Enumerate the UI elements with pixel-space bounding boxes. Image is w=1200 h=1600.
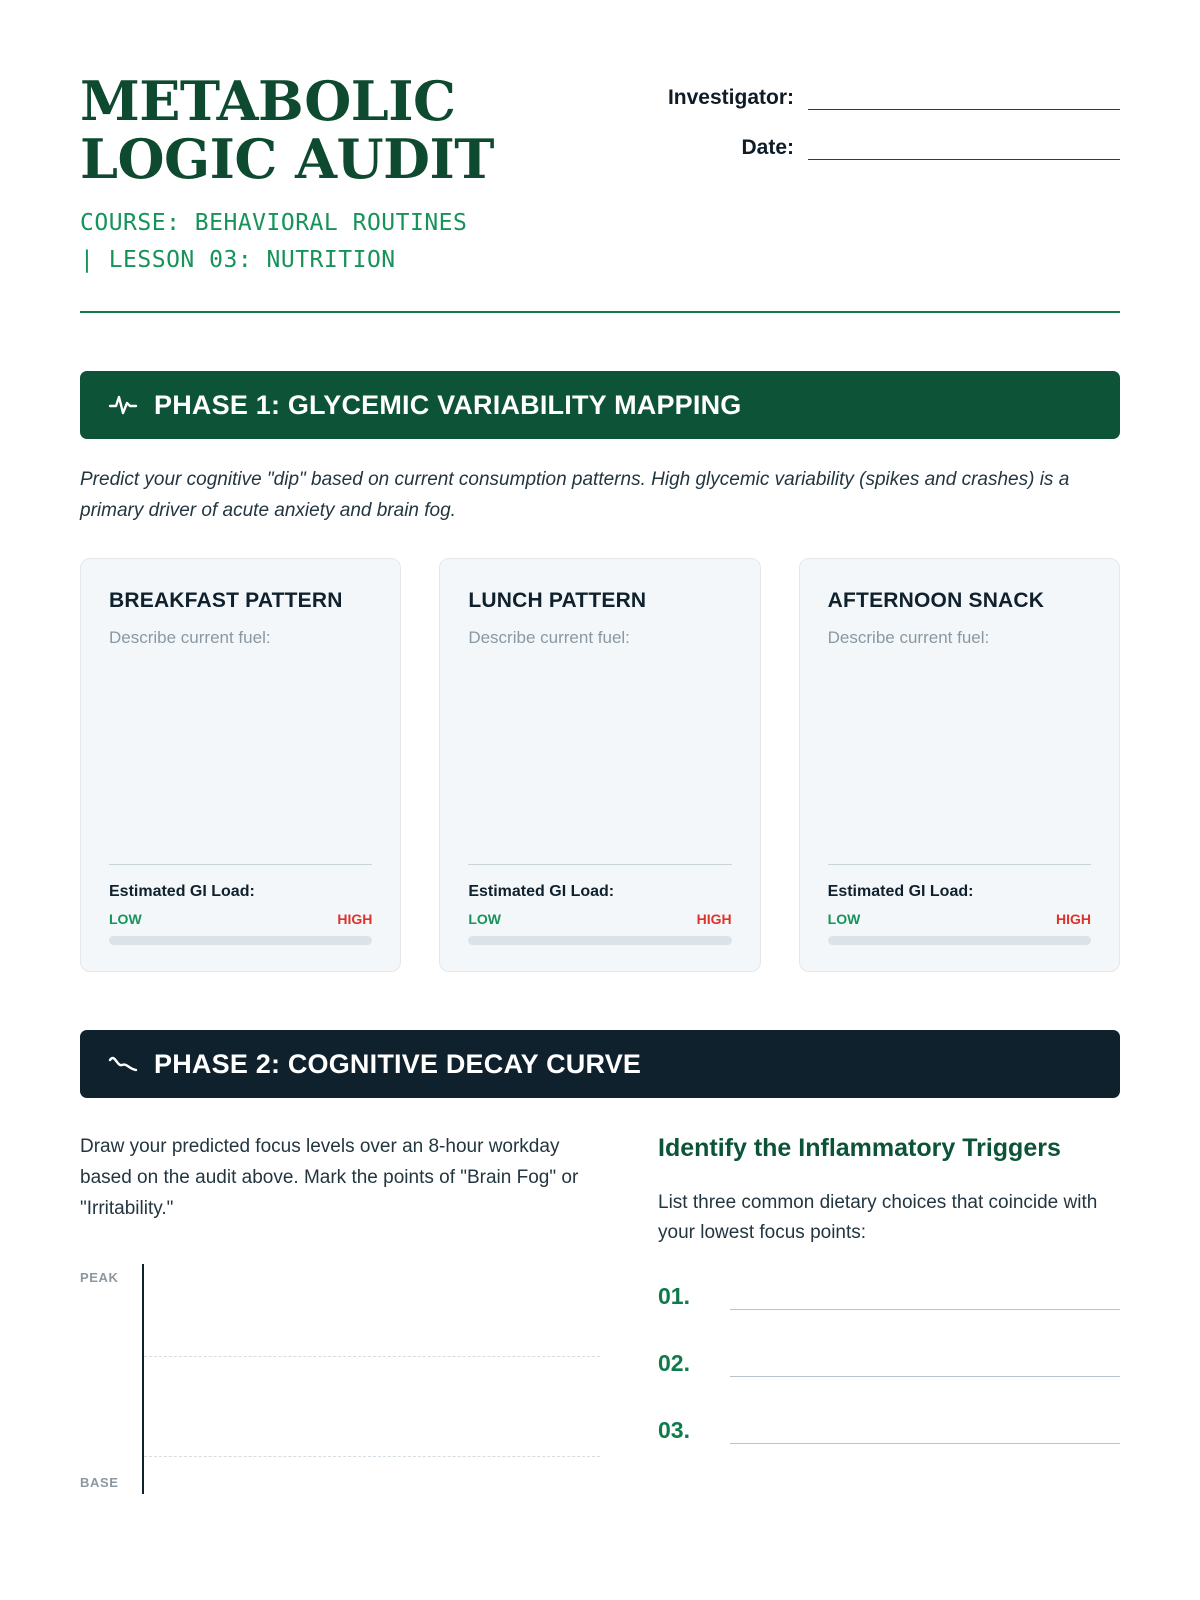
trigger-input-2[interactable]	[730, 1351, 1120, 1377]
gi-load-label: Estimated GI Load:	[468, 883, 615, 901]
list-item	[658, 1283, 1120, 1310]
chart-plot-area[interactable]	[142, 1264, 600, 1494]
chart-axis-base-label: BASE	[80, 1475, 119, 1491]
list-item-number: 02.	[658, 1349, 690, 1376]
phase1-banner-title: PHASE 1: GLYCEMIC VARIABILITY MAPPING	[154, 389, 742, 420]
gi-load-slider[interactable]	[468, 936, 731, 945]
title-block	[80, 69, 629, 277]
phase1-intro: Predict your cognitive "dip" based on current consumption patterns. High glycemic variability (spikes and crashes) is a primary driver of acute anxiety and brain fog.	[80, 469, 1070, 521]
phase2-banner-title: PHASE 2: COGNITIVE DECAY CURVE	[154, 1048, 642, 1079]
date-input[interactable]	[808, 138, 1120, 160]
card-prompt: Describe current fuel:	[468, 628, 630, 648]
investigator-input[interactable]	[808, 88, 1120, 110]
gi-scale	[828, 911, 1091, 927]
header-divider	[80, 311, 1120, 313]
triggers-note: List three common dietary choices that coincide with your lowest focus points:	[658, 1191, 1098, 1244]
triggers-heading: Identify the Inflammatory Triggers	[658, 1134, 1061, 1163]
gi-scale	[109, 911, 372, 927]
gi-load-slider[interactable]	[109, 936, 372, 945]
triggers-list	[658, 1283, 1120, 1444]
card-write-line	[468, 864, 731, 865]
phase1-banner	[80, 371, 1120, 439]
list-item-number: 03.	[658, 1416, 690, 1443]
card-breakfast	[80, 558, 401, 972]
document-header	[80, 69, 1120, 277]
gi-low-label: LOW	[827, 911, 861, 928]
course-line-2: | LESSON 03: NUTRITION	[80, 246, 396, 273]
investigator-row	[629, 86, 1120, 110]
list-item	[658, 1350, 1120, 1377]
phase2-left-column	[80, 1132, 600, 1494]
phase2-instructions: Draw your predicted focus levels over an 8-hour workday based on the audit above. Mark the points of "Brain Fog" or "Irritability."	[80, 1136, 579, 1219]
gi-high-label: HIGH	[696, 911, 732, 928]
card-write-area[interactable]	[828, 648, 1091, 864]
card-title: BREAKFAST PATTERN	[109, 589, 343, 613]
chart-gridline	[144, 1356, 600, 1357]
phase2-banner	[80, 1030, 1120, 1098]
date-row	[629, 136, 1120, 160]
list-item-number: 01.	[658, 1282, 690, 1309]
gi-high-label: HIGH	[1055, 911, 1091, 928]
gi-load-slider[interactable]	[828, 936, 1091, 945]
pulse-icon	[108, 392, 138, 418]
card-afternoon-snack	[799, 558, 1120, 972]
phase2-body	[80, 1132, 1120, 1494]
chart-axis-peak-label: PEAK	[80, 1270, 119, 1286]
meta-block	[629, 72, 1120, 186]
card-lunch	[439, 558, 760, 972]
trigger-input-1[interactable]	[730, 1284, 1120, 1310]
trigger-input-3[interactable]	[730, 1418, 1120, 1444]
card-title: LUNCH PATTERN	[468, 589, 647, 613]
decay-curve-icon	[108, 1051, 138, 1077]
card-write-area[interactable]	[109, 648, 372, 864]
phase1-cards	[80, 558, 1120, 972]
phase2-right-column	[658, 1132, 1120, 1494]
investigator-label: Investigator:	[667, 86, 794, 109]
focus-curve-chart[interactable]	[80, 1264, 600, 1494]
card-write-line	[828, 864, 1091, 865]
card-title: AFTERNOON SNACK	[827, 589, 1045, 613]
gi-high-label: HIGH	[337, 911, 373, 928]
gi-load-label: Estimated GI Load:	[109, 883, 255, 901]
card-prompt: Describe current fuel:	[827, 628, 990, 648]
course-line-1: COURSE: BEHAVIORAL ROUTINES	[80, 209, 468, 236]
chart-gridline	[144, 1456, 600, 1457]
gi-low-label: LOW	[468, 911, 501, 928]
list-item	[658, 1417, 1120, 1444]
card-prompt: Describe current fuel:	[109, 628, 271, 648]
card-write-line	[109, 864, 372, 865]
gi-load-label: Estimated GI Load:	[827, 883, 974, 901]
card-write-area[interactable]	[468, 648, 731, 864]
page-title: METABOLIC LOGIC AUDIT	[80, 69, 494, 192]
gi-scale	[468, 911, 731, 927]
date-label: Date:	[741, 136, 794, 159]
gi-low-label: LOW	[109, 911, 142, 928]
